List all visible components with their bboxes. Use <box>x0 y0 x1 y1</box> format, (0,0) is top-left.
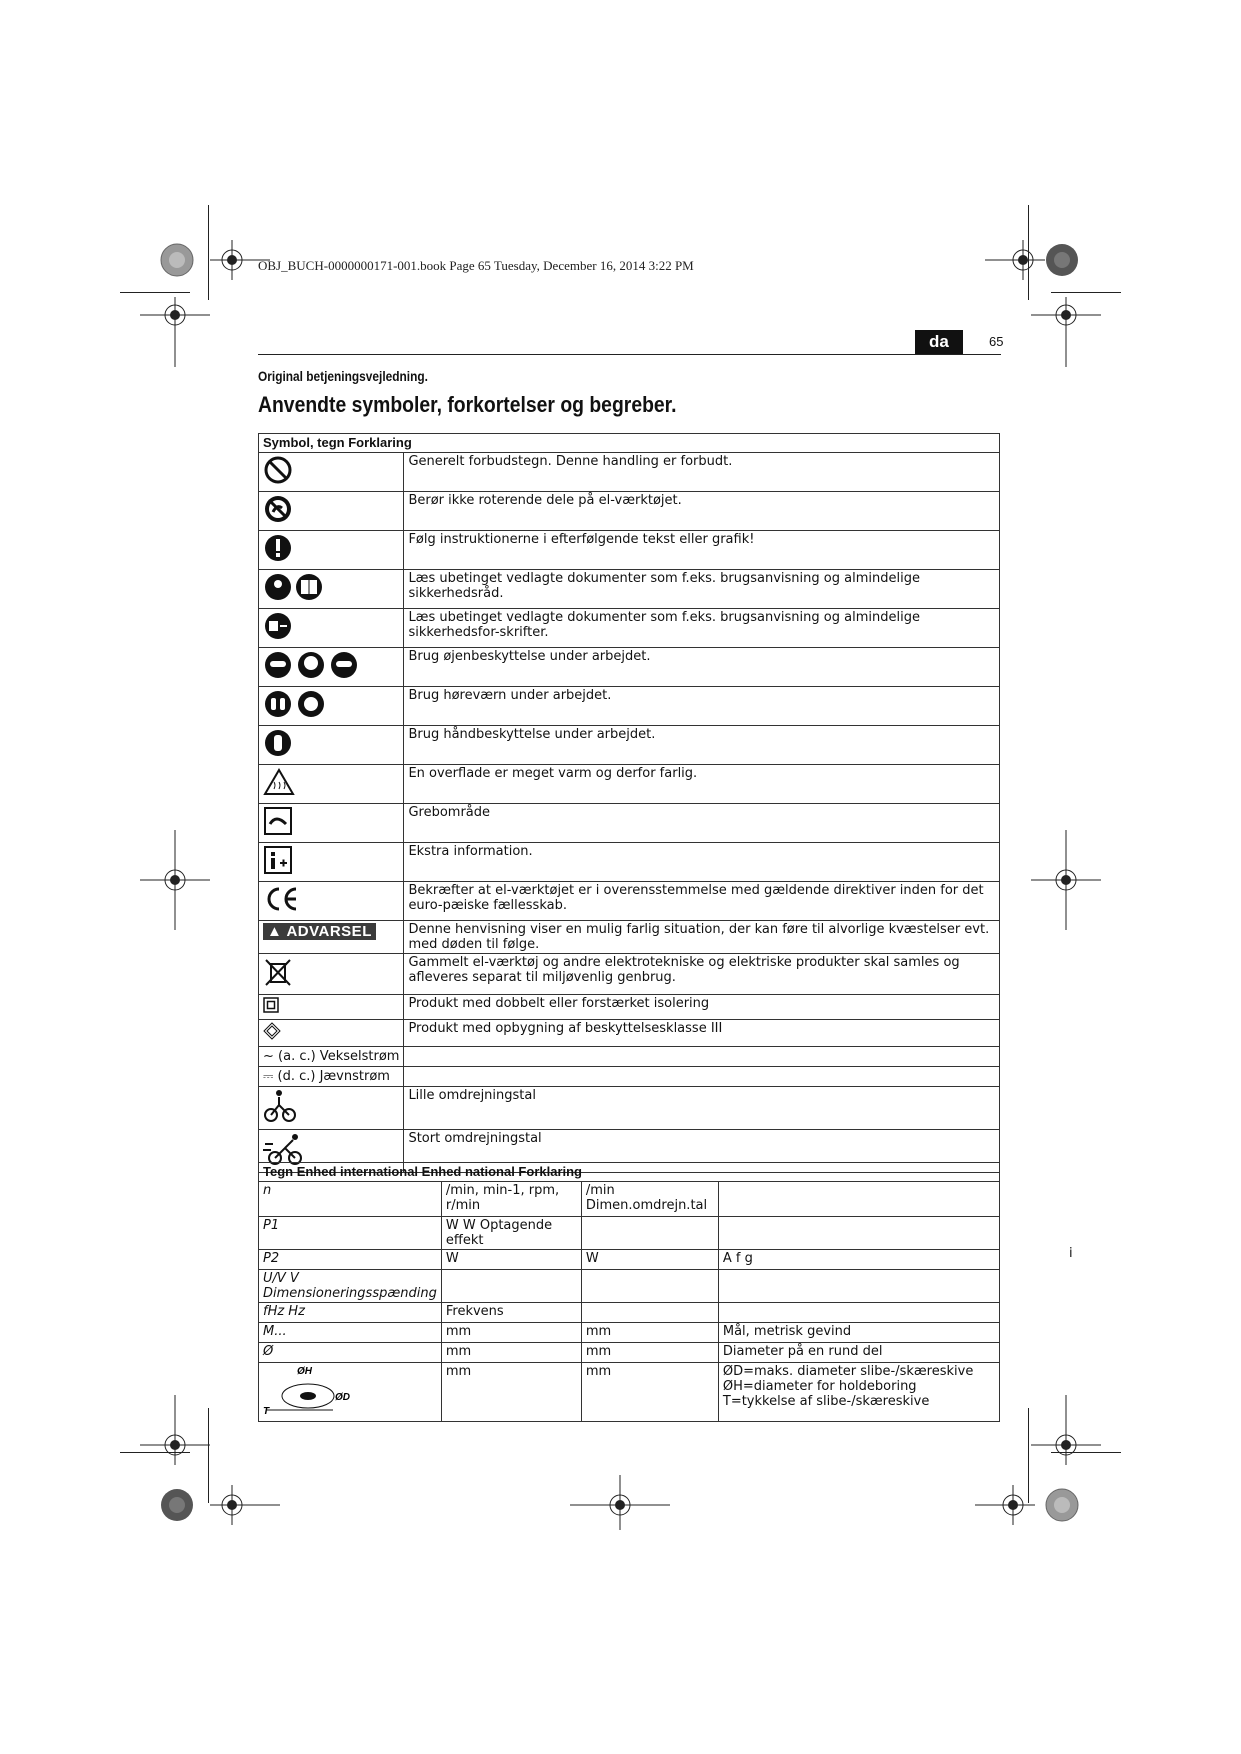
crop-line <box>1051 292 1121 293</box>
registration-crosshair-icon <box>1031 297 1101 367</box>
crop-line <box>208 205 209 300</box>
symbol-cell <box>259 648 404 687</box>
color-wheel-icon <box>160 243 194 277</box>
registration-crosshair-icon <box>210 1485 280 1525</box>
symbols-table-row <box>259 492 1000 531</box>
disc-diagram-cell <box>259 1363 442 1422</box>
symbol-cell <box>259 843 404 882</box>
symbol-cell <box>259 609 404 648</box>
ear-protection-icon <box>263 689 327 723</box>
grinding-disc-diagram-icon <box>263 1364 353 1416</box>
symbol-description: Læs ubetinget vedlagte dokumenter som f.eks. brugsanvisning og almindelige sikkerhedsråd. <box>404 570 1000 609</box>
hot-surface-icon <box>263 767 295 801</box>
symbol-text: ⎓ (d. c.) Jævnstrøm <box>263 1069 390 1084</box>
units-cell-c1: Ø <box>259 1343 442 1363</box>
symbols-table-row <box>259 921 1000 954</box>
symbol-description: Brug høreværn under arbejdet. <box>404 687 1000 726</box>
units-cell-c3: W <box>581 1250 718 1270</box>
symbol-cell <box>259 531 404 570</box>
symbols-table-row <box>259 804 1000 843</box>
symbols-table-row <box>259 843 1000 882</box>
symbol-cell <box>259 726 404 765</box>
units-cell-c1: P2 <box>259 1250 442 1270</box>
svg-text:T: T <box>263 1406 270 1416</box>
symbols-table <box>258 433 1000 1173</box>
units-cell-c3 <box>581 1270 718 1303</box>
symbols-table-row <box>259 1047 1000 1067</box>
symbol-description: Læs ubetinget vedlagte dokumenter som f.eks. brugsanvisning og almindelige sikkerhedsfor-skrifter. <box>404 609 1000 648</box>
symbol-description: Brug håndbeskyttelse under arbejdet. <box>404 726 1000 765</box>
units-cell-c4: Diameter på en rund del <box>718 1343 999 1363</box>
units-cell-c2 <box>441 1270 581 1303</box>
units-cell-c1: U/V V Dimensioneringsspænding <box>259 1270 442 1303</box>
symbol-description: Brug øjenbeskyttelse under arbejdet. <box>404 648 1000 687</box>
eye-protection-icon <box>263 650 359 684</box>
symbol-description <box>404 1047 1000 1067</box>
symbol-description: Produkt med opbygning af beskyttelsesklasse III <box>404 1020 1000 1047</box>
bicycle-slow-icon <box>263 1089 299 1127</box>
symbol-cell <box>259 453 404 492</box>
warning-badge: ▲ ADVARSEL <box>263 923 376 940</box>
weee-bin-icon <box>263 956 293 992</box>
symbols-table-row <box>259 453 1000 492</box>
symbol-cell <box>259 765 404 804</box>
symbols-table-row <box>259 570 1000 609</box>
units-cell-c1: fHz Hz <box>259 1303 442 1323</box>
svg-text:ØD: ØD <box>335 1392 350 1403</box>
prohibition-icon <box>263 455 293 489</box>
exclamation-icon <box>263 533 293 567</box>
symbol-description: Bekræfter at el-værktøjet er i overensstemmelse med gældende direktiver inden for det euro-pæiske fællesskab. <box>404 882 1000 921</box>
symbol-cell <box>259 570 404 609</box>
symbol-text: ~ (a. c.) Vekselstrøm <box>263 1049 400 1064</box>
symbols-table-row <box>259 765 1000 804</box>
symbol-cell <box>259 492 404 531</box>
symbol-description: En overflade er meget varm og derfor farlig. <box>404 765 1000 804</box>
units-cell-c2: mm <box>441 1343 581 1363</box>
units-cell-c1: P1 <box>259 1217 442 1250</box>
units-cell-c4: Mål, metrisk gevind <box>718 1323 999 1343</box>
units-table-row <box>259 1217 1000 1250</box>
symbols-table-row <box>259 1067 1000 1087</box>
registration-crosshair-icon <box>1031 1395 1101 1465</box>
grip-area-icon <box>263 806 293 840</box>
page-title: Anvendte symboler, forkortelser og begreber. <box>258 392 677 417</box>
units-table-row <box>259 1182 1000 1217</box>
no-touch-rotating-icon <box>263 494 293 528</box>
symbol-cell <box>259 1067 404 1087</box>
symbols-table-row <box>259 726 1000 765</box>
units-cell-c4 <box>718 1182 999 1217</box>
units-cell-c3: mm <box>581 1343 718 1363</box>
symbols-table-row <box>259 995 1000 1020</box>
units-table-row <box>259 1323 1000 1343</box>
read-documents-icon <box>263 611 293 645</box>
units-cell-c4 <box>718 1270 999 1303</box>
hand-protection-icon <box>263 728 293 762</box>
symbol-cell <box>259 1020 404 1047</box>
read-manual-icon <box>263 572 327 606</box>
symbol-description: Produkt med dobbelt eller forstærket isolering <box>404 995 1000 1020</box>
symbols-table-row <box>259 882 1000 921</box>
class-three-icon <box>263 1022 281 1044</box>
symbols-table-row <box>259 687 1000 726</box>
symbols-table-header: Symbol, tegn Forklaring <box>259 434 1000 453</box>
units-table-header: Tegn Enhed international Enhed national Forklaring <box>259 1163 1000 1182</box>
units-cell-c2: mm <box>441 1323 581 1343</box>
units-table <box>258 1162 1000 1422</box>
symbol-cell <box>259 1087 404 1130</box>
symbols-table-row <box>259 609 1000 648</box>
symbol-cell <box>259 954 404 995</box>
symbol-cell <box>259 804 404 843</box>
color-wheel-icon <box>1045 243 1079 277</box>
symbol-description: Følg instruktionerne i efterfølgende tekst eller grafik! <box>404 531 1000 570</box>
symbol-description: Ekstra information. <box>404 843 1000 882</box>
units-cell-c3 <box>581 1303 718 1323</box>
subtitle: Original betjeningsvejledning. <box>258 368 428 384</box>
symbol-description: Grebområde <box>404 804 1000 843</box>
symbol-description: Stort omdrejningstal <box>404 1130 1000 1173</box>
units-cell-c2: W W Optagende effekt <box>441 1217 581 1250</box>
color-wheel-icon <box>1045 1488 1079 1522</box>
units-cell-c4: ØD=maks. diameter slibe-/skæreskive ØH=diameter for holdeboring T=tykkelse af slibe-/skæreskive <box>718 1363 999 1422</box>
symbol-description: Lille omdrejningstal <box>404 1087 1000 1130</box>
symbol-description: Denne henvisning viser en mulig farlig situation, der kan føre til alvorlige kvæstelser evt. med døden til følge. <box>404 921 1000 954</box>
symbol-description: Gammelt el-værktøj og andre elektrotekniske og elektriske produkter skal samles og afleveres separat til miljøvenlig genbrug. <box>404 954 1000 995</box>
registration-crosshair-icon <box>140 1395 210 1465</box>
color-wheel-icon <box>160 1488 194 1522</box>
symbol-cell <box>259 921 404 954</box>
units-cell-c4 <box>718 1217 999 1250</box>
symbols-table-row <box>259 648 1000 687</box>
units-cell-c4: A f g <box>718 1250 999 1270</box>
units-table-row <box>259 1250 1000 1270</box>
page-number: 65 <box>989 334 1004 349</box>
units-cell-c2: /min, min-1, rpm, r/min <box>441 1182 581 1217</box>
units-table-row <box>259 1343 1000 1363</box>
header-rule <box>258 354 1001 355</box>
crop-line <box>120 292 190 293</box>
symbol-cell <box>259 1047 404 1067</box>
print-header: OBJ_BUCH-0000000171-001.book Page 65 Tuesday, December 16, 2014 3:22 PM <box>258 258 694 273</box>
units-cell-c2: mm <box>441 1363 581 1422</box>
units-table-row <box>259 1363 1000 1422</box>
units-cell-c2: W <box>441 1250 581 1270</box>
double-insulation-icon <box>263 997 279 1017</box>
units-table-row <box>259 1270 1000 1303</box>
symbol-description: Generelt forbudstegn. Denne handling er forbudt. <box>404 453 1000 492</box>
registration-crosshair-icon <box>140 297 210 367</box>
symbols-table-row <box>259 1020 1000 1047</box>
info-icon <box>263 845 293 879</box>
symbols-table-row <box>259 954 1000 995</box>
symbol-description: Berør ikke roterende dele på el-værktøjet. <box>404 492 1000 531</box>
units-cell-c3: /min Dimen.omdrejn.tal <box>581 1182 718 1217</box>
registration-crosshair-icon <box>140 830 210 930</box>
symbols-table-row <box>259 531 1000 570</box>
symbol-cell <box>259 687 404 726</box>
units-cell-c3: mm <box>581 1323 718 1343</box>
registration-crosshair-icon <box>1031 830 1101 930</box>
registration-crosshair-icon <box>570 1475 670 1530</box>
units-cell-c2: Frekvens <box>441 1303 581 1323</box>
units-cell-c1: n <box>259 1182 442 1217</box>
language-badge: da <box>915 330 963 354</box>
registration-crosshair-icon <box>975 1485 1035 1525</box>
symbol-description <box>404 1067 1000 1087</box>
svg-text:ØH: ØH <box>297 1366 312 1377</box>
symbol-cell <box>259 882 404 921</box>
symbols-table-row <box>259 1087 1000 1130</box>
stray-char: i <box>1069 1246 1073 1261</box>
symbol-cell <box>259 995 404 1020</box>
units-cell-c1: M... <box>259 1323 442 1343</box>
units-table-row <box>259 1303 1000 1323</box>
registration-crosshair-icon <box>985 240 1045 280</box>
units-cell-c4 <box>718 1303 999 1323</box>
units-cell-c3: mm <box>581 1363 718 1422</box>
units-cell-c3 <box>581 1217 718 1250</box>
ce-mark-icon <box>263 884 299 918</box>
